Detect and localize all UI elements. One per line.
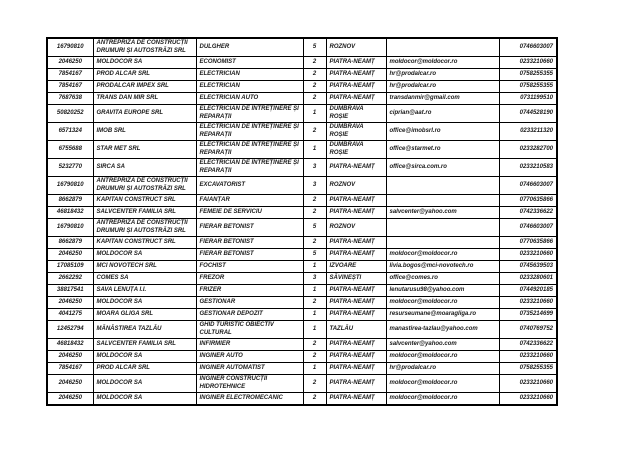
cell-code: 6755688 bbox=[47, 141, 93, 159]
cell-city: PIATRA-NEAMȚ bbox=[326, 159, 386, 177]
cell-occupation: FIERAR BETONIST bbox=[196, 219, 303, 237]
cell-city: PIATRA-NEAMȚ bbox=[326, 285, 386, 297]
cell-code: 17085109 bbox=[47, 261, 93, 273]
cell-phone: 0233210583 bbox=[499, 159, 557, 177]
cell-company: IMOB SRL bbox=[93, 123, 196, 141]
table-row bbox=[47, 285, 557, 297]
cell-city: TAZLĂU bbox=[326, 321, 386, 339]
cell-email: hr@prodalcar.ro bbox=[386, 363, 499, 375]
cell-phone: 0233210660 bbox=[499, 393, 557, 405]
cell-occupation: FEMEIE DE SERVICIU bbox=[196, 207, 303, 219]
cell-company: MOLDOCOR SA bbox=[93, 57, 196, 69]
table-row bbox=[47, 261, 557, 273]
table-row bbox=[47, 195, 557, 207]
table-row bbox=[47, 93, 557, 105]
cell-vacancies: 2 bbox=[303, 339, 326, 351]
cell-city: PIATRA-NEAMȚ bbox=[326, 69, 386, 81]
cell-occupation: INGINER CONSTRUCȚII HIDROTEHNICE bbox=[196, 375, 303, 393]
cell-phone: 0742336622 bbox=[499, 339, 557, 351]
cell-phone: 0746603007 bbox=[499, 219, 557, 237]
cell-city: PIATRA-NEAMȚ bbox=[326, 363, 386, 375]
cell-code: 5232770 bbox=[47, 159, 93, 177]
cell-vacancies: 2 bbox=[303, 81, 326, 93]
cell-phone: 0742336622 bbox=[499, 207, 557, 219]
cell-company: ANTREPRIZA DE CONSTRUCȚII DRUMURI ȘI AUTOSTRĂZI SRL bbox=[93, 219, 196, 237]
cell-email: livia.bogos@mci-novotech.ro bbox=[386, 261, 499, 273]
cell-occupation: INGINER AUTO bbox=[196, 351, 303, 363]
cell-company: GRAVITA EUROPE SRL bbox=[93, 105, 196, 123]
cell-phone: 0233280601 bbox=[499, 273, 557, 285]
cell-city: PIATRA-NEAMȚ bbox=[326, 237, 386, 249]
table-row bbox=[47, 207, 557, 219]
cell-occupation: ECONOMIST bbox=[196, 57, 303, 69]
cell-city: DUMBRAVA ROȘIE bbox=[326, 141, 386, 159]
cell-phone: 0744920185 bbox=[499, 285, 557, 297]
cell-email: moldocor@moldocor.ro bbox=[386, 351, 499, 363]
cell-company: MCI NOVOTECH SRL bbox=[93, 261, 196, 273]
table-row bbox=[47, 105, 557, 123]
cell-vacancies: 3 bbox=[303, 159, 326, 177]
cell-code: 8662879 bbox=[47, 195, 93, 207]
cell-email: salvcenter@yahoo.com bbox=[386, 339, 499, 351]
cell-vacancies: 1 bbox=[303, 285, 326, 297]
cell-code: 2046250 bbox=[47, 375, 93, 393]
cell-email bbox=[386, 195, 499, 207]
cell-occupation: ELECTRICIAN DE ÎNTREȚINERE ȘI REPARAȚII bbox=[196, 105, 303, 123]
cell-company: MĂNĂSTIREA TAZLĂU bbox=[93, 321, 196, 339]
cell-email: resurseumane@moaragliga.ro bbox=[386, 309, 499, 321]
cell-occupation: ELECTRICIAN AUTO bbox=[196, 93, 303, 105]
cell-phone: 0745639503 bbox=[499, 261, 557, 273]
cell-code: 7687638 bbox=[47, 93, 93, 105]
cell-phone: 0233210660 bbox=[499, 297, 557, 309]
cell-phone: 0758255355 bbox=[499, 363, 557, 375]
cell-phone: 0233210660 bbox=[499, 351, 557, 363]
table-row bbox=[47, 393, 557, 405]
cell-phone: 0770635866 bbox=[499, 237, 557, 249]
cell-occupation: FRIZER bbox=[196, 285, 303, 297]
table-body bbox=[47, 38, 557, 405]
cell-email: moldocor@moldocor.ro bbox=[386, 375, 499, 393]
table-row bbox=[47, 309, 557, 321]
cell-occupation: FIERAR BETONIST bbox=[196, 249, 303, 261]
cell-occupation: EXCAVATORIST bbox=[196, 177, 303, 195]
cell-city: PIATRA-NEAMȚ bbox=[326, 81, 386, 93]
table-row bbox=[47, 249, 557, 261]
cell-city: SĂVINEȘTI bbox=[326, 273, 386, 285]
cell-code: 6571324 bbox=[47, 123, 93, 141]
cell-city: DUMBRAVA ROȘIE bbox=[326, 123, 386, 141]
cell-phone: 0233210660 bbox=[499, 375, 557, 393]
cell-vacancies: 2 bbox=[303, 93, 326, 105]
table-row bbox=[47, 177, 557, 195]
cell-company: SALVCENTER FAMILIA SRL bbox=[93, 339, 196, 351]
cell-company: STAR MET SRL bbox=[93, 141, 196, 159]
cell-phone: 0731199510 bbox=[499, 93, 557, 105]
cell-city: PIATRA-NEAMȚ bbox=[326, 249, 386, 261]
cell-vacancies: 1 bbox=[303, 309, 326, 321]
cell-city: IZVOARE bbox=[326, 261, 386, 273]
cell-vacancies: 2 bbox=[303, 393, 326, 405]
cell-occupation: FOCHIST bbox=[196, 261, 303, 273]
cell-company: PROD ALCAR SRL bbox=[93, 69, 196, 81]
cell-occupation: ELECTRICIAN DE ÎNTREȚINERE ȘI REPARAȚII bbox=[196, 123, 303, 141]
cell-phone: 0744528190 bbox=[499, 105, 557, 123]
cell-email: moldocor@moldocor.ro bbox=[386, 249, 499, 261]
cell-phone: 0233210660 bbox=[499, 249, 557, 261]
cell-vacancies: 2 bbox=[303, 297, 326, 309]
cell-vacancies: 2 bbox=[303, 69, 326, 81]
table-row bbox=[47, 273, 557, 285]
cell-vacancies: 5 bbox=[303, 249, 326, 261]
cell-code: 2046250 bbox=[47, 57, 93, 69]
cell-phone: 0770635866 bbox=[499, 195, 557, 207]
cell-vacancies: 5 bbox=[303, 219, 326, 237]
cell-email bbox=[386, 237, 499, 249]
cell-company: MOLDOCOR SA bbox=[93, 351, 196, 363]
cell-vacancies: 2 bbox=[303, 195, 326, 207]
table-row bbox=[47, 375, 557, 393]
cell-phone: 0233211320 bbox=[499, 123, 557, 141]
cell-city: PIATRA-NEAMȚ bbox=[326, 393, 386, 405]
cell-code: 2046250 bbox=[47, 393, 93, 405]
cell-company: COMES SA bbox=[93, 273, 196, 285]
cell-occupation: ELECTRICIAN DE ÎNTREȚINERE ȘI REPARAȚII bbox=[196, 141, 303, 159]
cell-code: 7854167 bbox=[47, 69, 93, 81]
table-row bbox=[47, 57, 557, 69]
cell-phone: 0740769752 bbox=[499, 321, 557, 339]
cell-email: moldocor@moldocor.ro bbox=[386, 57, 499, 69]
cell-company: MOLDOCOR SA bbox=[93, 393, 196, 405]
table-row bbox=[47, 123, 557, 141]
table-row bbox=[47, 363, 557, 375]
cell-email: office@sirca.com.ro bbox=[386, 159, 499, 177]
cell-company: MOARA GLIGA SRL bbox=[93, 309, 196, 321]
cell-vacancies: 2 bbox=[303, 207, 326, 219]
cell-city: PIATRA-NEAMȚ bbox=[326, 207, 386, 219]
cell-code: 38817541 bbox=[47, 285, 93, 297]
cell-code: 12452794 bbox=[47, 321, 93, 339]
cell-occupation: GESTIONAR bbox=[196, 297, 303, 309]
cell-phone: 0735214699 bbox=[499, 309, 557, 321]
cell-phone: 0758255355 bbox=[499, 69, 557, 81]
cell-phone: 0233282700 bbox=[499, 141, 557, 159]
cell-email: office@imobsrl.ro bbox=[386, 123, 499, 141]
cell-vacancies: 3 bbox=[303, 177, 326, 195]
cell-email: office@starmet.ro bbox=[386, 141, 499, 159]
cell-email: manastirea-tazlau@yahoo.com bbox=[386, 321, 499, 339]
table-row bbox=[47, 351, 557, 363]
cell-code: 46818432 bbox=[47, 207, 93, 219]
cell-vacancies: 2 bbox=[303, 57, 326, 69]
cell-city: PIATRA-NEAMȚ bbox=[326, 93, 386, 105]
cell-city: PIATRA-NEAMȚ bbox=[326, 351, 386, 363]
cell-occupation: INGINER AUTOMATIST bbox=[196, 363, 303, 375]
cell-code: 2046250 bbox=[47, 249, 93, 261]
cell-vacancies: 2 bbox=[303, 351, 326, 363]
cell-email bbox=[386, 38, 499, 57]
table-row bbox=[47, 69, 557, 81]
cell-occupation: ELECTRICIAN bbox=[196, 69, 303, 81]
cell-email: moldocor@moldocor.ro bbox=[386, 297, 499, 309]
cell-code: 50820252 bbox=[47, 105, 93, 123]
cell-code: 2662292 bbox=[47, 273, 93, 285]
cell-vacancies: 1 bbox=[303, 321, 326, 339]
cell-company: MOLDOCOR SA bbox=[93, 249, 196, 261]
cell-code: 2046250 bbox=[47, 351, 93, 363]
cell-code: 16790810 bbox=[47, 219, 93, 237]
job-vacancies-table bbox=[46, 37, 558, 406]
cell-vacancies: 1 bbox=[303, 261, 326, 273]
table-row bbox=[47, 297, 557, 309]
table-row bbox=[47, 141, 557, 159]
cell-email bbox=[386, 177, 499, 195]
cell-company: MOLDOCOR SA bbox=[93, 297, 196, 309]
cell-company: KAPITAN CONSTRUCT SRL bbox=[93, 237, 196, 249]
cell-company: PROD ALCAR SRL bbox=[93, 363, 196, 375]
cell-email: office@comes.ro bbox=[386, 273, 499, 285]
cell-company: PRODALCAR IMPEX SRL bbox=[93, 81, 196, 93]
cell-occupation: FIERAR BETONIST bbox=[196, 237, 303, 249]
cell-vacancies: 1 bbox=[303, 105, 326, 123]
cell-code: 46818432 bbox=[47, 339, 93, 351]
cell-city: PIATRA-NEAMȚ bbox=[326, 195, 386, 207]
cell-code: 16790810 bbox=[47, 38, 93, 57]
cell-company: ANTREPRIZA DE CONSTRUCȚII DRUMURI ȘI AUTOSTRĂZI SRL bbox=[93, 38, 196, 57]
cell-code: 7854167 bbox=[47, 81, 93, 93]
table-row bbox=[47, 38, 557, 57]
cell-city: PIATRA-NEAMȚ bbox=[326, 339, 386, 351]
cell-code: 4041275 bbox=[47, 309, 93, 321]
cell-occupation: ELECTRICIAN bbox=[196, 81, 303, 93]
cell-email: hr@prodalcar.ro bbox=[386, 69, 499, 81]
cell-occupation: INFIRMIER bbox=[196, 339, 303, 351]
cell-occupation: FAIANȚAR bbox=[196, 195, 303, 207]
cell-email: salvcenter@yahoo.com bbox=[386, 207, 499, 219]
cell-phone: 0746603007 bbox=[499, 177, 557, 195]
cell-vacancies: 1 bbox=[303, 141, 326, 159]
cell-company: MOLDOCOR SA bbox=[93, 375, 196, 393]
cell-occupation: GESTIONAR DEPOZIT bbox=[196, 309, 303, 321]
cell-company: SIRCA SA bbox=[93, 159, 196, 177]
cell-vacancies: 3 bbox=[303, 273, 326, 285]
cell-vacancies: 2 bbox=[303, 123, 326, 141]
cell-email: moldocor@moldocor.ro bbox=[386, 393, 499, 405]
cell-phone: 0758255355 bbox=[499, 81, 557, 93]
table-row bbox=[47, 81, 557, 93]
cell-code: 8662879 bbox=[47, 237, 93, 249]
cell-company: TRANS DAN MIR SRL bbox=[93, 93, 196, 105]
cell-city: PIATRA-NEAMȚ bbox=[326, 57, 386, 69]
cell-occupation: ELECTRICIAN DE ÎNTREȚINERE ȘI REPARAȚII bbox=[196, 159, 303, 177]
cell-occupation: INGINER ELECTROMECANIC bbox=[196, 393, 303, 405]
cell-city: DUMBRAVA ROȘIE bbox=[326, 105, 386, 123]
cell-email: lenutarusu98@yahoo.com bbox=[386, 285, 499, 297]
cell-code: 16790810 bbox=[47, 177, 93, 195]
cell-city: PIATRA-NEAMȚ bbox=[326, 297, 386, 309]
table-row bbox=[47, 159, 557, 177]
cell-email bbox=[386, 219, 499, 237]
cell-vacancies: 1 bbox=[303, 363, 326, 375]
cell-email: ciprian@aat.ro bbox=[386, 105, 499, 123]
cell-company: ANTREPRIZA DE CONSTRUCȚII DRUMURI ȘI AUTOSTRĂZI SRL bbox=[93, 177, 196, 195]
cell-city: ROZNOV bbox=[326, 219, 386, 237]
cell-city: ROZNOV bbox=[326, 38, 386, 57]
table-row bbox=[47, 339, 557, 351]
table-row bbox=[47, 237, 557, 249]
cell-email: hr@prodalcar.ro bbox=[386, 81, 499, 93]
cell-email: transdanmir@gmail.com bbox=[386, 93, 499, 105]
cell-city: ROZNOV bbox=[326, 177, 386, 195]
cell-occupation: FREZOR bbox=[196, 273, 303, 285]
cell-company: KAPITAN CONSTRUCT SRL bbox=[93, 195, 196, 207]
cell-phone: 0233210660 bbox=[499, 57, 557, 69]
cell-occupation: GHID TURISTIC OBIECTIV CULTURAL bbox=[196, 321, 303, 339]
cell-phone: 0746603007 bbox=[499, 38, 557, 57]
cell-vacancies: 5 bbox=[303, 38, 326, 57]
table-row bbox=[47, 219, 557, 237]
cell-city: PIATRA-NEAMȚ bbox=[326, 309, 386, 321]
table-row bbox=[47, 321, 557, 339]
cell-vacancies: 2 bbox=[303, 237, 326, 249]
cell-occupation: DULGHER bbox=[196, 38, 303, 57]
cell-code: 7854167 bbox=[47, 363, 93, 375]
cell-code: 2046250 bbox=[47, 297, 93, 309]
cell-company: SAVA LENUȚA I.I. bbox=[93, 285, 196, 297]
cell-company: SALVCENTER FAMILIA SRL bbox=[93, 207, 196, 219]
cell-city: PIATRA-NEAMȚ bbox=[326, 375, 386, 393]
cell-vacancies: 2 bbox=[303, 375, 326, 393]
